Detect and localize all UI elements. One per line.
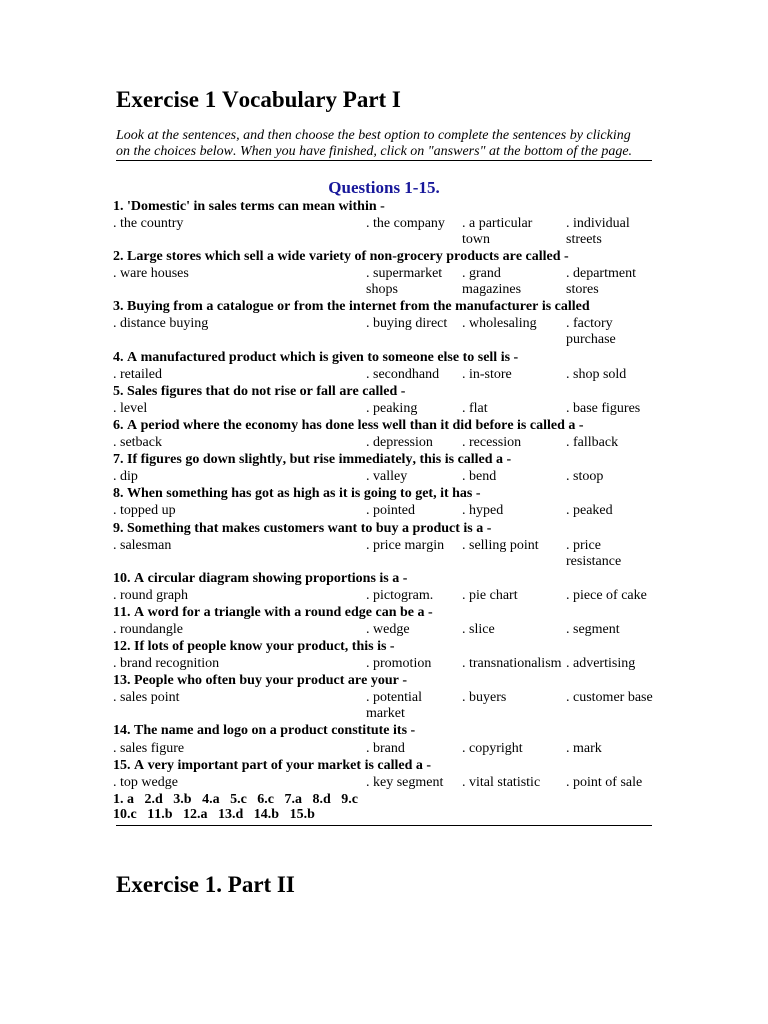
- question-1-option-d[interactable]: . individual streets: [566, 216, 630, 248]
- question-5-option-a[interactable]: . level: [113, 400, 148, 416]
- question-6-option-a[interactable]: . setback: [113, 435, 162, 451]
- question-2-option-c[interactable]: . grand magazines: [462, 266, 522, 298]
- question-12: [113, 639, 658, 672]
- question-11-option-a[interactable]: . roundangle: [113, 621, 183, 637]
- question-2-option-d[interactable]: . department stores: [566, 266, 636, 298]
- question-7-option-d[interactable]: . stoop: [566, 469, 604, 485]
- answer-key-line-2: 10.c 11.b 12.a 13.d 14.b 15.b: [113, 807, 315, 822]
- question-7-option-c[interactable]: . bend: [462, 469, 497, 485]
- question-4-option-c[interactable]: . in-store: [462, 366, 512, 382]
- question-10-option-b[interactable]: . pictogram.: [366, 587, 434, 603]
- question-13-option-b[interactable]: . potential market: [366, 690, 422, 722]
- question-15-option-b[interactable]: . key segment: [366, 774, 444, 790]
- question-15-option-c[interactable]: . vital statistic: [462, 774, 541, 790]
- questions-heading: Questions 1-15.: [328, 178, 440, 197]
- question-1-option-a[interactable]: . the country: [113, 216, 184, 232]
- question-14: [113, 723, 658, 756]
- question-9-options: [113, 538, 658, 570]
- question-15: [113, 758, 658, 791]
- question-2: [113, 249, 658, 298]
- question-3-text: 3. Buying from a catalogue or from the internet from the manufacturer is called: [113, 299, 590, 315]
- question-2-text: 2. Large stores which sell a wide variety of non-grocery products are called -: [113, 249, 569, 265]
- question-4: [113, 350, 658, 383]
- question-1-option-c[interactable]: . a particular town: [462, 216, 533, 248]
- question-5: [113, 384, 658, 417]
- question-4-option-d[interactable]: . shop sold: [566, 366, 627, 382]
- question-12-option-c[interactable]: . transnationalism: [462, 656, 562, 672]
- page-title: Exercise 1 Vocabulary Part I: [116, 87, 401, 112]
- question-6: [113, 418, 658, 451]
- question-9-text: 9. Something that makes customers want to buy a product is a -: [113, 520, 492, 536]
- question-7: [113, 452, 658, 485]
- question-11-text: 11. A word for a triangle with a round edge can be a -: [113, 604, 433, 620]
- question-12-options: [113, 656, 658, 672]
- answer-key: [113, 792, 358, 822]
- question-4-options: [113, 367, 658, 383]
- question-list: [113, 199, 658, 792]
- question-14-option-a[interactable]: . sales figure: [113, 740, 185, 756]
- question-1-options: [113, 216, 658, 248]
- question-3-option-a[interactable]: . distance buying: [113, 316, 209, 332]
- question-4-option-b[interactable]: . secondhand: [366, 366, 440, 382]
- question-9-option-c[interactable]: . selling point: [462, 537, 539, 553]
- question-4-option-a[interactable]: . retailed: [113, 366, 162, 382]
- question-8-option-b[interactable]: . pointed: [366, 503, 415, 519]
- question-6-options: [113, 435, 658, 451]
- question-2-options: [113, 266, 658, 298]
- question-7-option-b[interactable]: . valley: [366, 469, 408, 485]
- question-11-option-c[interactable]: . slice: [462, 621, 495, 637]
- question-8-option-c[interactable]: . hyped: [462, 503, 504, 519]
- question-10-option-d[interactable]: . piece of cake: [566, 587, 647, 603]
- question-11-option-b[interactable]: . wedge: [366, 621, 410, 637]
- question-8: [113, 486, 658, 519]
- question-6-option-d[interactable]: . fallback: [566, 435, 619, 451]
- question-11-option-d[interactable]: . segment: [566, 621, 620, 637]
- question-1-option-b[interactable]: . the company: [366, 216, 445, 232]
- question-14-option-b[interactable]: . brand: [366, 740, 405, 756]
- question-11: [113, 605, 658, 638]
- question-9-option-a[interactable]: . salesman: [113, 537, 172, 553]
- question-15-text: 15. A very important part of your market is called a -: [113, 757, 432, 773]
- question-11-options: [113, 622, 658, 638]
- question-14-options: [113, 741, 658, 757]
- question-4-text: 4. A manufactured product which is given to someone else to sell is -: [113, 349, 519, 365]
- question-6-option-c[interactable]: . recession: [462, 435, 522, 451]
- question-10: [113, 571, 658, 604]
- question-3-option-b[interactable]: . buying direct: [366, 316, 448, 332]
- question-2-option-a[interactable]: . ware houses: [113, 266, 189, 282]
- question-8-options: [113, 503, 658, 519]
- question-9-option-d[interactable]: . price resistance: [566, 537, 622, 569]
- instructions: Look at the sentences, and then choose the best option to complete the sentences by clicking on the choices below. When you have finished, click on "answers" at the bottom of the page.: [116, 128, 652, 161]
- question-10-options: [113, 588, 658, 604]
- question-3-options: [113, 316, 658, 348]
- question-5-option-d[interactable]: . base figures: [566, 400, 641, 416]
- question-6-text: 6. A period where the economy has done less well than it did before is called a -: [113, 417, 584, 433]
- question-5-text: 5. Sales figures that do not rise or fall are called -: [113, 383, 406, 399]
- question-12-option-d[interactable]: . advertising: [566, 656, 636, 672]
- question-8-option-a[interactable]: . topped up: [113, 503, 176, 519]
- question-7-options: [113, 469, 658, 485]
- question-13-text: 13. People who often buy your product are your -: [113, 673, 407, 689]
- question-15-option-d[interactable]: . point of sale: [566, 774, 643, 790]
- question-3-option-c[interactable]: . wholesaling: [462, 316, 537, 332]
- question-1-text: 1. 'Domestic' in sales terms can mean within -: [113, 199, 385, 214]
- question-15-options: [113, 775, 658, 791]
- question-12-text: 12. If lots of people know your product, this is -: [113, 639, 395, 655]
- question-12-option-a[interactable]: . brand recognition: [113, 656, 220, 672]
- question-2-option-b[interactable]: . supermarket shops: [366, 266, 443, 298]
- question-9-option-b[interactable]: . price margin: [366, 537, 445, 553]
- question-5-options: [113, 401, 658, 417]
- question-13-option-a[interactable]: . sales point: [113, 690, 180, 706]
- question-10-text: 10. A circular diagram showing proportions is a -: [113, 570, 408, 586]
- question-13-option-d[interactable]: . customer base: [566, 690, 653, 706]
- answer-key-line-1: 1. a 2.d 3.b 4.a 5.c 6.c 7.a 8.d 9.c: [113, 792, 358, 807]
- part-2-title: Exercise 1. Part II: [116, 872, 295, 897]
- question-5-option-b[interactable]: . peaking: [366, 400, 418, 416]
- question-3-option-d[interactable]: . factory purchase: [566, 316, 616, 348]
- question-12-option-b[interactable]: . promotion: [366, 656, 432, 672]
- question-13: [113, 673, 658, 722]
- section-divider: [116, 825, 652, 826]
- question-7-text: 7. If figures go down slightly, but rise immediately, this is called a -: [113, 452, 512, 468]
- question-7-option-a[interactable]: . dip: [113, 469, 138, 485]
- question-14-text: 14. The name and logo on a product constitute its -: [113, 723, 416, 739]
- question-8-text: 8. When something has got as high as it is going to get, it has -: [113, 486, 481, 502]
- question-10-option-c[interactable]: . pie chart: [462, 587, 518, 603]
- question-5-option-c[interactable]: . flat: [462, 400, 488, 416]
- question-14-option-d[interactable]: . mark: [566, 740, 602, 756]
- question-9: [113, 521, 658, 570]
- question-6-option-b[interactable]: . depression: [366, 435, 433, 451]
- question-15-option-a[interactable]: . top wedge: [113, 774, 178, 790]
- question-8-option-d[interactable]: . peaked: [566, 503, 613, 519]
- question-13-options: [113, 690, 658, 722]
- question-1: [113, 199, 658, 248]
- question-10-option-a[interactable]: . round graph: [113, 587, 189, 603]
- question-13-option-c[interactable]: . buyers: [462, 690, 507, 706]
- question-3: [113, 299, 658, 348]
- question-14-option-c[interactable]: . copyright: [462, 740, 523, 756]
